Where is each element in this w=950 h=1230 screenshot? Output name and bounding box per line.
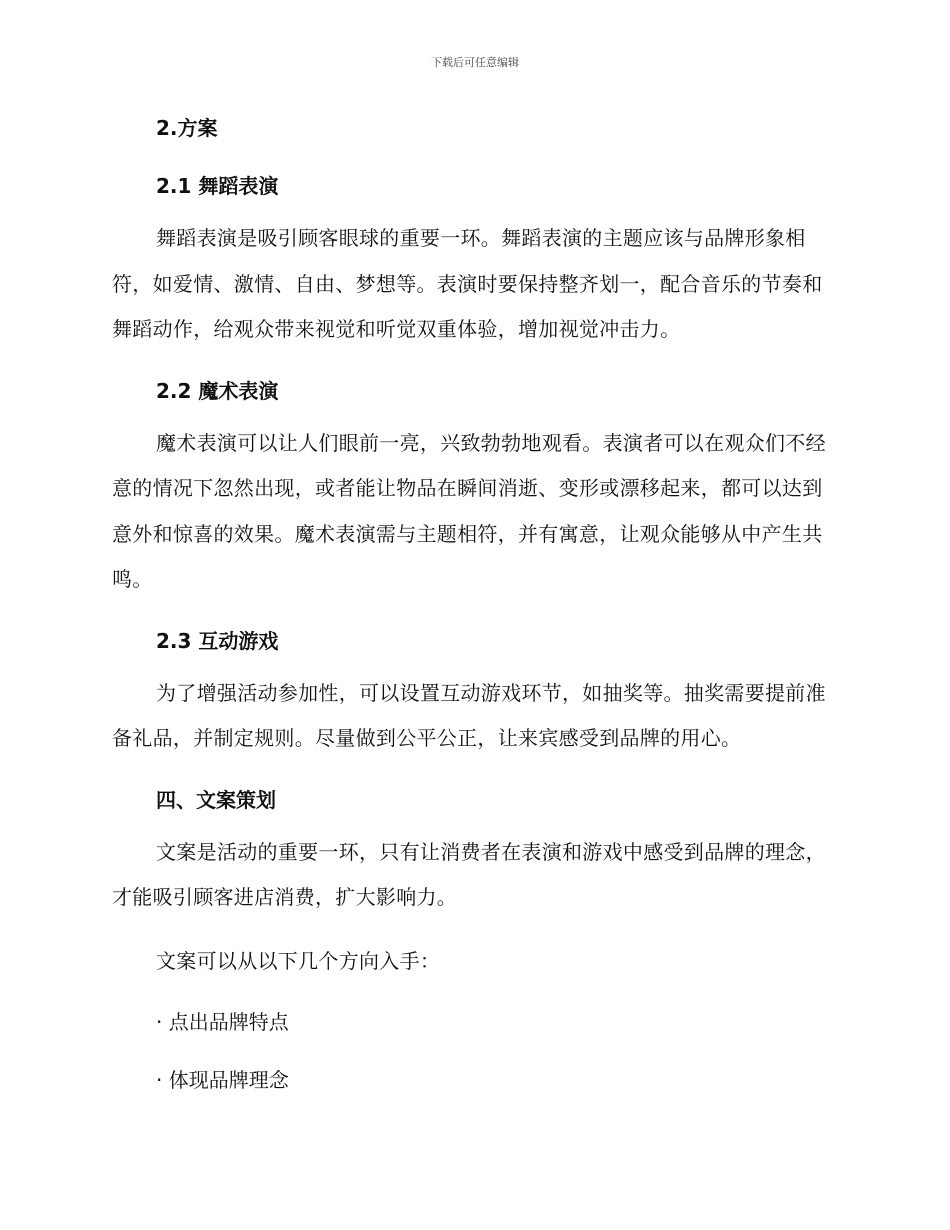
paragraph-magic: 魔术表演可以让人们眼前一亮，兴致勃勃地观看。表演者可以在观众们不经意的情况下忽然出现，或者能让物品在瞬间消逝、变形或漂移起来，都可以达到意外和惊喜的效果。魔术表演需与主题相符，并有寓意，让观众能够从中产生共鸣。 [112,430,826,591]
section-heading-magic: 2.2 魔术表演 [156,378,279,403]
section-heading-game: 2.3 互动游戏 [156,628,279,653]
page-header-note: 下载后可任意编辑 [431,56,519,69]
section-heading-dance: 2.1 舞蹈表演 [156,174,279,198]
paragraph-directions: 文案可以从以下几个方向入手： [156,948,441,973]
paragraph-game: 为了增强活动参加性，可以设置互动游戏环节，如抽奖等。抽奖需要提前准备礼品，并制定规则。尽量做到公平公正，让来宾感受到品牌的用心。 [112,680,826,750]
section-heading-copywriting: 四、文案策划 [156,787,276,812]
list-item: · 点出品牌特点 [156,1010,289,1034]
list-item: · 体现品牌理念 [156,1068,289,1092]
document-body [112,108,832,1100]
paragraph-copywriting: 文案是活动的重要一环，只有让消费者在表演和游戏中感受到品牌的理念，才能吸引顾客进店消费，扩大影响力。 [112,839,826,909]
paragraph-dance: 舞蹈表演是吸引顾客眼球的重要一环。舞蹈表演的主题应该与品牌形象相符，如爱情、激情、自由、梦想等。表演时要保持整齐划一，配合音乐的节奏和舞蹈动作，给观众带来视觉和听觉双重体验，增加视觉冲击力。 [112,226,823,341]
section-heading-plan: 2.方案 [156,116,218,140]
